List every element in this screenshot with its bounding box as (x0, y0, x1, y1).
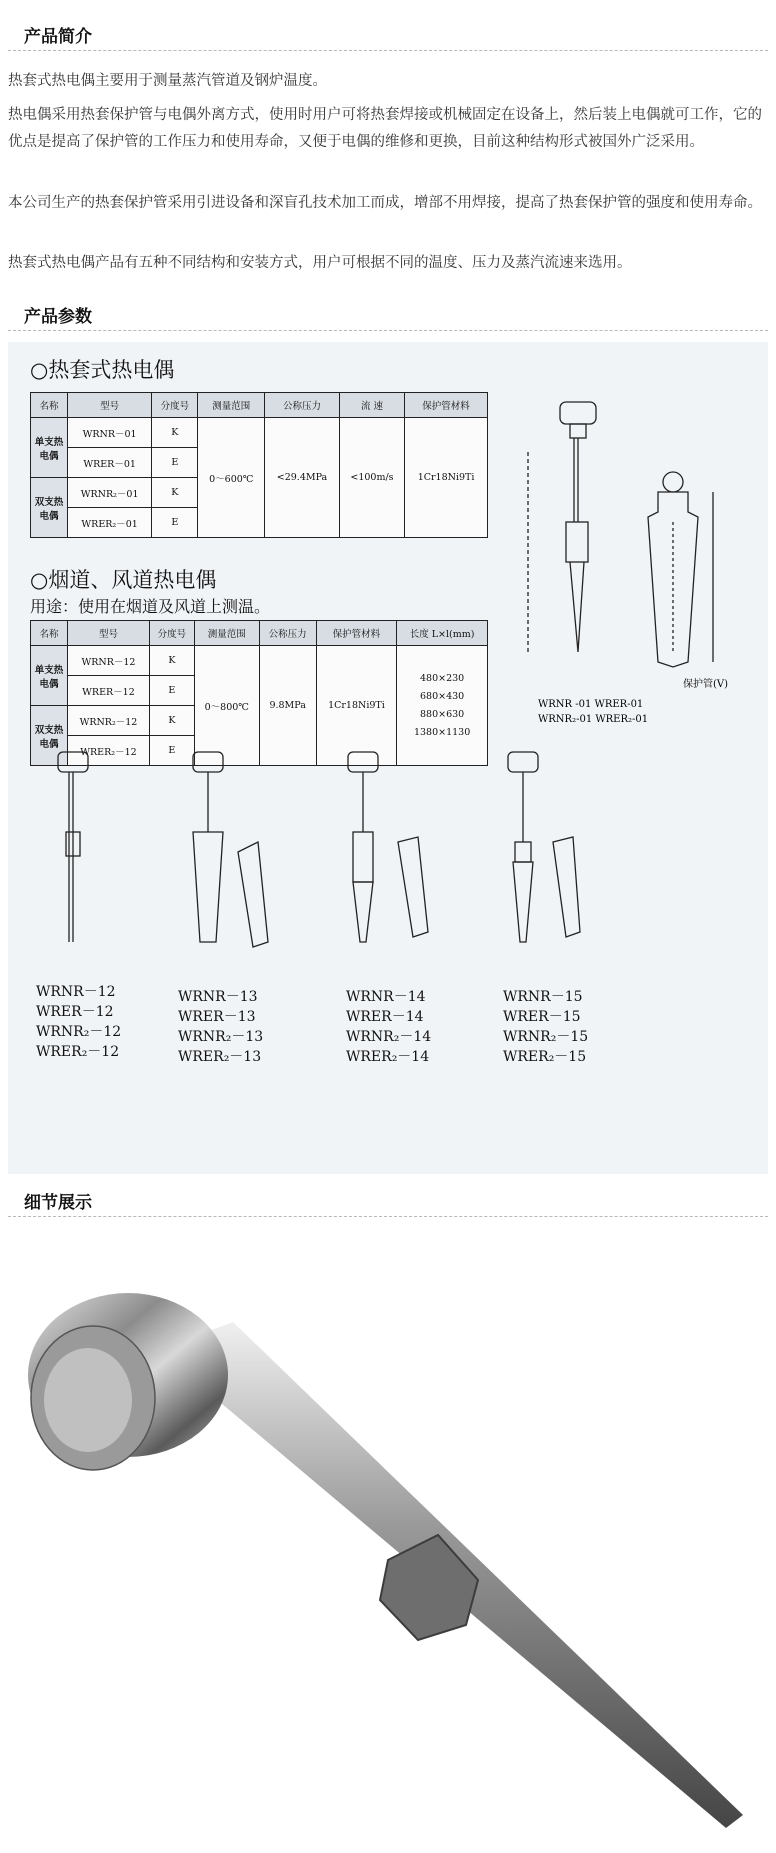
model-label: WRER－14 (346, 1009, 424, 1025)
intro-paragraph: 热套式热电偶产品有五种不同结构和安装方式，用户可根据不同的温度、压力及蒸汽流速来选用。 (8, 255, 632, 271)
table-header: 分度号 (149, 621, 194, 646)
parameter-scan-image (8, 342, 768, 1174)
model-label: WRER₂－13 (178, 1049, 262, 1065)
drawing-caption: WRNR -01 WRER-01 (538, 699, 644, 710)
table-header: 测量范围 (194, 621, 259, 646)
table-cell: K (152, 418, 198, 448)
model-label: WRER₂－12 (36, 1044, 120, 1060)
table-cell: 单支热电偶 (31, 646, 68, 706)
thermowell-photo (8, 1230, 768, 1845)
thermocouple-heading: ○热套式热电偶 (30, 358, 175, 382)
table-cell: WRNR－12 (68, 646, 150, 676)
table-cell: WRER－01 (68, 448, 152, 478)
table-cell: 0～800℃ (194, 646, 259, 766)
usage-text: 用途：使用在烟道及风道上测温。 (30, 597, 271, 616)
table-cell: 9.8MPa (259, 646, 316, 766)
table-header: 公称压力 (259, 621, 316, 646)
divider (8, 330, 768, 331)
length-value: 680×430 (419, 690, 465, 702)
table-header: 型号 (68, 621, 150, 646)
model-label: WRER₂－14 (346, 1049, 430, 1065)
intro-section-title: 产品简介 (24, 27, 92, 47)
model-label: WRNR－13 (178, 989, 258, 1005)
table-header: 公称压力 (265, 393, 340, 418)
model-label: WRER－15 (503, 1009, 581, 1025)
length-value: 1380×1130 (413, 726, 471, 738)
intro-paragraph: 本公司生产的热套保护管采用引进设备和深盲孔技术加工而成，增部不用焊接，提高了热套保护管的强度和使用寿命。 (8, 195, 762, 211)
model-label: WRER－12 (36, 1004, 114, 1020)
table-header: 型号 (68, 393, 152, 418)
table-cell: WRNR₂－12 (68, 706, 150, 736)
table-header: 名称 (31, 621, 68, 646)
thermocouple-drawing-right (508, 362, 758, 732)
divider (8, 50, 768, 51)
table-cell: WRER－12 (68, 676, 150, 706)
table-cell: E (152, 508, 198, 538)
model-group (503, 987, 588, 1067)
table-cell: <100m/s (339, 418, 404, 538)
table-cell: 双支热电偶 (31, 478, 68, 538)
table-cell: K (149, 646, 194, 676)
table-header: 流 速 (339, 393, 404, 418)
table-cell: 单支热电偶 (31, 418, 68, 478)
table-cell: 0～600℃ (198, 418, 265, 538)
table-cell: <29.4MPa (265, 418, 340, 538)
table-cell: 1Cr18Ni9Ti (405, 418, 488, 538)
model-label: WRNR－14 (346, 989, 426, 1005)
table-header: 保护管材料 (316, 621, 397, 646)
table-cell: K (149, 706, 194, 736)
intro-paragraph: 热电偶采用热套保护管与电偶外离方式，使用时用户可将热套焊接或机械固定在设备上，然后装上电偶就可工作，它的优点是提高了保护管的工作压力和使用寿命，又便于电偶的维修和更换，目前这种结构形式被国外广泛采用。 (8, 107, 762, 150)
table-cell: 双支热电偶 (31, 706, 68, 766)
thermocouple-drawings-row (28, 732, 748, 972)
table-cell: E (149, 676, 194, 706)
intro-paragraph: 热套式热电偶主要用于测量蒸汽管道及钢炉温度。 (8, 73, 327, 89)
table-cell: WRER₂－01 (68, 508, 152, 538)
spec-table-1 (30, 392, 488, 538)
table-cell: WRER₂－12 (68, 736, 150, 766)
model-label: WRER₂－15 (503, 1049, 587, 1065)
table-header: 保护管材料 (405, 393, 488, 418)
table-cell: K (152, 478, 198, 508)
table-header: 名称 (31, 393, 68, 418)
model-group (178, 987, 263, 1067)
model-label: WRNR－15 (503, 989, 583, 1005)
model-label: WRNR₂－13 (178, 1029, 264, 1045)
model-label: WRNR₂－12 (36, 1024, 122, 1040)
model-group (36, 982, 121, 1062)
table-cell: WRNR－01 (68, 418, 152, 448)
model-label: WRNR₂－14 (346, 1029, 432, 1045)
drawing-caption: 保护管(V) (683, 679, 729, 690)
model-group (346, 987, 431, 1067)
divider (8, 1216, 768, 1217)
table-header: 长度 L×l(mm) (397, 621, 488, 646)
length-value: 880×630 (419, 708, 465, 720)
table-cell: 1Cr18Ni9Ti (316, 646, 397, 766)
model-label: WRNR－12 (36, 984, 116, 1000)
params-section-title: 产品参数 (24, 307, 92, 327)
model-label: WRNR₂－15 (503, 1029, 589, 1045)
table-header: 分度号 (152, 393, 198, 418)
table-cell: E (152, 448, 198, 478)
flue-heading: ○烟道、风道热电偶 (30, 568, 217, 592)
table-cell: E (149, 736, 194, 766)
table-header: 测量范围 (198, 393, 265, 418)
length-value: 480×230 (419, 672, 465, 684)
table-cell: WRNR₂－01 (68, 478, 152, 508)
drawing-caption: WRNR₂-01 WRER₂-01 (538, 714, 649, 725)
detail-section-title: 细节展示 (24, 1193, 92, 1213)
model-label: WRER－13 (178, 1009, 256, 1025)
